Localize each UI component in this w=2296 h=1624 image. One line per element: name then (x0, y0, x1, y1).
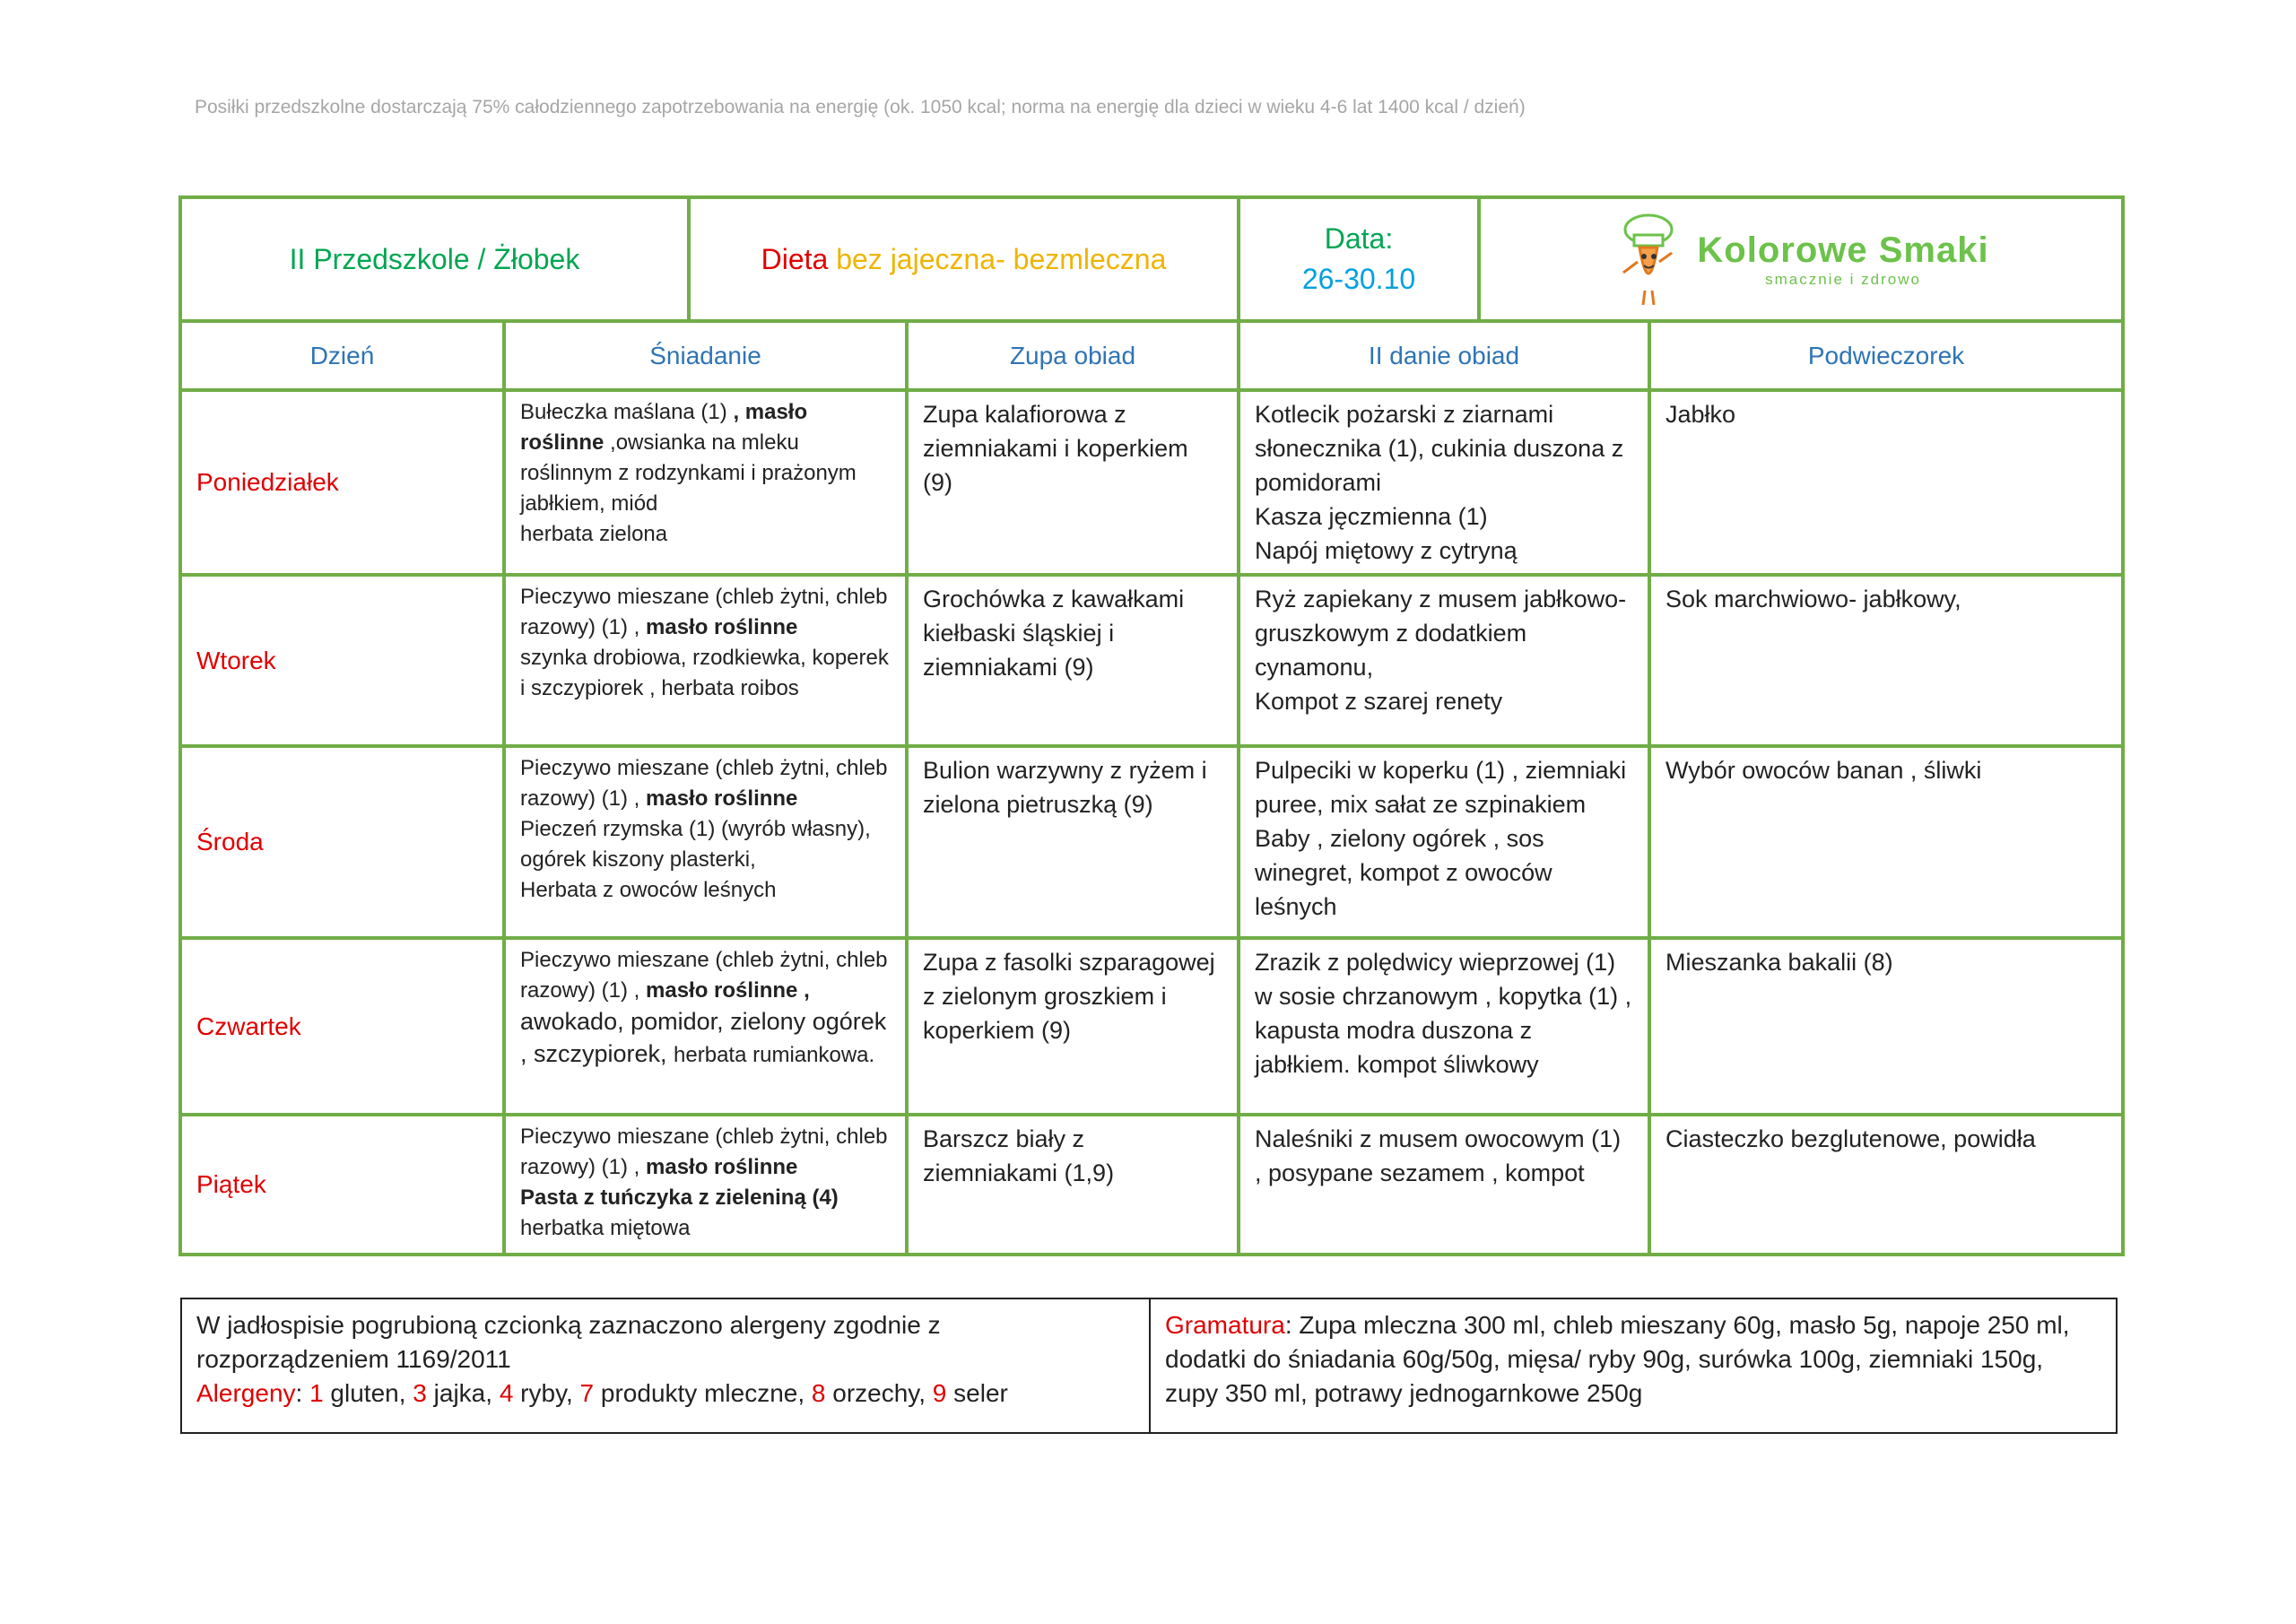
day-name: Czwartek (180, 938, 504, 1115)
gramatura-text: : Zupa mleczna 300 ml, chleb mieszany 60g, masło 5g, napoje 250 ml, dodatki do śniadania 60g/50g, mięsa/ ryby 90g, surówka 100g, ziemniaki 150g, zupy 350 ml, potrawy jednogarnkowe 250g (1165, 1311, 2070, 1407)
breakfast-text: ,owsianka na mleku roślinnym z rodzynkami i prażonym jabłkiem, miód (520, 430, 857, 516)
allergen-text: masło roślinne (646, 615, 798, 639)
main-text: Kotlecik pożarski z ziarnami słonecznika (1), cukinia duszona z pomidorami (1255, 401, 1624, 496)
snack-cell: Jabłko (1649, 390, 2123, 575)
energy-note: Posiłki przedszkolne dostarczają 75% całodziennego zapotrzebowania na energię (ok. 1050 kcal; norma na energię dla dzieci w wieku 4-6 lat 1400 kcal / dzień) (195, 97, 1526, 117)
logo-subtitle: smacznie i zdrowo (1765, 270, 1921, 288)
day-name: Piątek (180, 1115, 504, 1255)
breakfast-text: szynka drobiowa, rzodkiewka, koperek i szczypiorek , herbata roibos (520, 646, 889, 700)
day-name: Wtorek (180, 575, 504, 746)
main-cell (1239, 938, 1649, 1115)
allergen-name: seler (946, 1379, 1008, 1407)
day-name: Poniedziałek (180, 390, 504, 575)
date-label: Data: (1324, 222, 1394, 255)
breakfast-text: Pieczywo mieszane (chleb żytni, chleb razowy) (1) , (520, 948, 888, 1003)
snack-cell: Mieszanka bakalii (8) (1649, 938, 2123, 1115)
soup-cell: Zupa kalafiorowa z ziemniakami i koperkiem (9) (907, 390, 1239, 575)
table-row (180, 938, 2123, 1115)
diet-variant: bez jajeczna- bezmleczna (836, 242, 1167, 275)
allergens-label: Alergeny (196, 1379, 296, 1407)
date-cell (1239, 197, 1479, 321)
date-value: 26-30.10 (1301, 263, 1416, 295)
snack-cell: Ciasteczko bezglutenowe, powidła (1649, 1115, 2123, 1255)
allergen-note: W jadłospisie pogrubioną czcionką zaznaczono alergeny zgodnie z rozporządzeniem 1169/2011 (196, 1311, 941, 1373)
breakfast-text: herbata rumiankowa. (674, 1043, 875, 1067)
table-row (180, 390, 2123, 575)
snack-cell: Wybór owoców banan , śliwki (1649, 746, 2123, 938)
breakfast-text: Pieczeń rzymska (1) (wyrób własny), ogórek kiszony plasterki, (520, 817, 871, 872)
portion-legend (1151, 1299, 2116, 1432)
soup-cell: Grochówka z kawałkami kiełbaski śląskiej i ziemniakami (9) (907, 575, 1239, 746)
allergen-number: 9 (932, 1379, 947, 1407)
allergen-text: Pasta z tuńczyka z zieleniną (4) (520, 1185, 839, 1210)
main-cell (1239, 746, 1649, 938)
breakfast-text: Bułeczka maślana (1) (520, 400, 734, 424)
main-text: Kasza jęczmienna (1) (1255, 503, 1488, 530)
breakfast-text: Herbata z owoców leśnych (520, 878, 777, 902)
allergen-text: masło roślinne (646, 786, 798, 811)
legend-box (180, 1298, 2118, 1434)
day-name: Środa (180, 746, 504, 938)
diet-label: Dieta (761, 242, 837, 275)
allergen-number: 7 (579, 1379, 595, 1407)
logo-title: Kolorowe Smaki (1697, 230, 1989, 270)
main-text: Napój miętowy z cytryną (1255, 537, 1518, 564)
main-cell (1239, 575, 1649, 746)
breakfast-text: Pieczywo mieszane (chleb żytni, chleb razowy) (1) , (520, 585, 888, 639)
allergen-name: produkty mleczne, (594, 1379, 812, 1407)
table-row (180, 575, 2123, 746)
main-text: Naleśniki z musem owocowym (1) , posypane sezamem , kompot (1255, 1125, 1622, 1186)
gramatura-label: Gramatura (1165, 1311, 1285, 1339)
breakfast-text: Pieczywo mieszane (chleb żytni, chleb razowy) (1) , (520, 756, 888, 811)
breakfast-cell (504, 1115, 907, 1255)
col-header-day: Dzień (180, 321, 504, 390)
chef-icon (1613, 210, 1684, 308)
allergen-list: Alergeny: 1 gluten, 3 jajka, 4 ryby, 7 produkty mleczne, 8 orzechy, 9 seler (196, 1379, 1008, 1407)
col-header-soup: Zupa obiad (907, 321, 1239, 390)
allergen-name: ryby, (513, 1379, 580, 1407)
allergen-name: gluten, (323, 1379, 413, 1407)
allergen-text: , masło roślinne (520, 400, 808, 455)
table-row (180, 746, 2123, 938)
main-text: Ryż zapiekany z musem jabłkowo-gruszkowym z dodatkiem cynamonu, (1255, 586, 1627, 681)
breakfast-text: herbatka miętowa (520, 1216, 691, 1240)
soup-cell: Zupa z fasolki szparagowej z zielonym groszkiem i koperkiem (9) (907, 938, 1239, 1115)
col-header-breakfast: Śniadanie (504, 321, 907, 390)
allergen-legend (182, 1299, 1151, 1432)
allergen-number: 8 (811, 1379, 826, 1407)
allergen-name: jajka, (426, 1379, 500, 1407)
breakfast-cell (504, 938, 907, 1115)
main-cell (1239, 390, 1649, 575)
allergen-text: masło roślinne (646, 1155, 798, 1179)
soup-cell: Bulion warzywny z ryżem i zielona pietruszką (9) (907, 746, 1239, 938)
logo-cell (1479, 197, 2123, 321)
breakfast-cell (504, 575, 907, 746)
breakfast-text: awokado, pomidor, zielony ogórek , szczypiorek, (520, 1008, 887, 1067)
breakfast-cell (504, 746, 907, 938)
main-cell (1239, 1115, 1649, 1255)
diet-type (689, 197, 1239, 321)
main-text: Kompot z szarej renety (1255, 688, 1503, 715)
soup-cell: Barszcz biały z ziemniakami (1,9) (907, 1115, 1239, 1255)
main-text: Pulpeciki w koperku (1) , ziemniaki puree, mix sałat ze szpinakiem Baby , zielony ogórek , sos winegret, kompot z owoców leśnych (1255, 757, 1627, 920)
menu-table (178, 195, 2125, 1256)
breakfast-text: Pieczywo mieszane (chleb żytni, chleb razowy) (1) , (520, 1125, 888, 1179)
allergen-number: 1 (309, 1379, 324, 1407)
breakfast-cell (504, 390, 907, 575)
allergen-name: orzechy, (825, 1379, 933, 1407)
breakfast-text: herbata zielona (520, 522, 668, 546)
allergen-number: 4 (499, 1379, 514, 1407)
allergen-text: masło roślinne , (646, 978, 810, 1003)
main-text: Zrazik z polędwicy wieprzowej (1) w sosie chrzanowym , kopytka (1) , kapusta modra duszona z jabłkiem. kompot śliwkowy (1255, 949, 1632, 1078)
col-header-main: II danie obiad (1239, 321, 1649, 390)
table-row (180, 1115, 2123, 1255)
school-name: II Przedszkole / Żłobek (180, 197, 689, 321)
snack-cell: Sok marchwiowo- jabłkowy, (1649, 575, 2123, 746)
col-header-snack: Podwieczorek (1649, 321, 2123, 390)
allergen-number: 3 (413, 1379, 427, 1407)
